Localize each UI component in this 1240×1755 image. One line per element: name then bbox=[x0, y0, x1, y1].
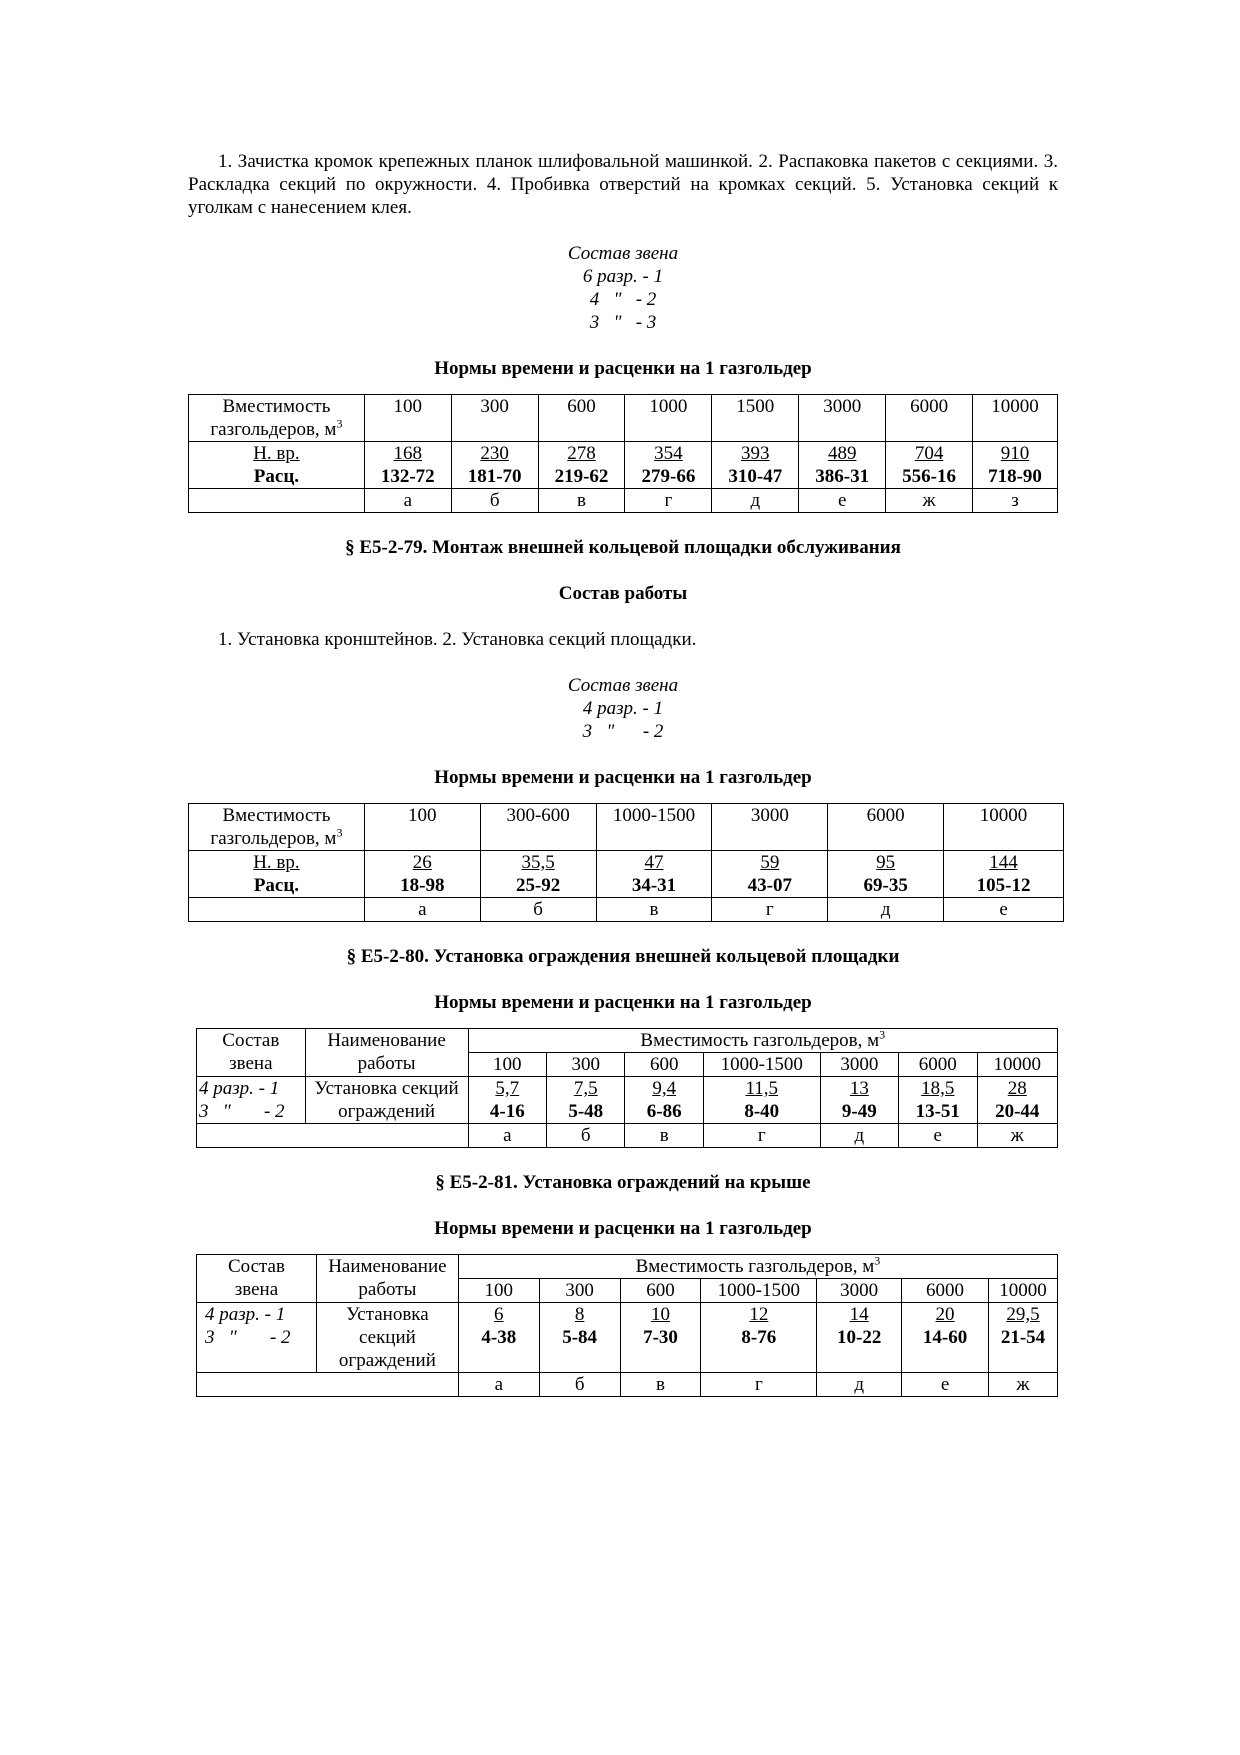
column-letter: в bbox=[620, 1373, 701, 1397]
capacity-cell: 600 bbox=[538, 395, 625, 442]
column-letter: е bbox=[902, 1373, 989, 1397]
capacity-cell: 1000-1500 bbox=[701, 1279, 817, 1303]
column-letter: ж bbox=[886, 489, 973, 513]
value-cell: 7,5 5-48 bbox=[547, 1077, 625, 1124]
value-cell: 144 105-12 bbox=[944, 851, 1064, 898]
value-cell: 26 18-98 bbox=[364, 851, 480, 898]
value-cell: 12 8-76 bbox=[701, 1303, 817, 1373]
empty-cell bbox=[189, 898, 365, 922]
capacity-cell: 3000 bbox=[817, 1279, 902, 1303]
value-cell: 5,7 4-16 bbox=[468, 1077, 546, 1124]
work-header-cell: Наименование работы bbox=[305, 1029, 468, 1077]
section-heading-79: § Е5-2-79. Монтаж внешней кольцевой площадки обслуживания bbox=[345, 537, 901, 558]
norms-table-1 bbox=[188, 394, 1058, 513]
capacity-cell: 1000-1500 bbox=[596, 804, 712, 851]
column-letter: а bbox=[364, 489, 451, 513]
table-title-1: Нормы времени и расценки на 1 газгольдер bbox=[434, 358, 812, 379]
crew-line: 4 разр. - 1 bbox=[582, 698, 664, 719]
table-row bbox=[189, 851, 1064, 898]
norms-table-2 bbox=[188, 803, 1064, 922]
crew-title: Состав звена bbox=[567, 675, 679, 696]
column-letter: г bbox=[625, 489, 712, 513]
column-letter: а bbox=[458, 1373, 539, 1397]
column-letter: а bbox=[468, 1124, 546, 1148]
value-cell: 8 5-84 bbox=[539, 1303, 620, 1373]
column-letter: з bbox=[973, 489, 1058, 513]
crew-line: 3 " - 3 bbox=[589, 312, 657, 333]
work-header-cell: Наименование работы bbox=[316, 1255, 458, 1303]
crew-cell: 4 разр. - 1 3 " - 2 bbox=[197, 1077, 306, 1124]
capacity-cell: 100 bbox=[364, 804, 480, 851]
norms-table-3 bbox=[196, 1028, 1058, 1148]
capacity-cell: 300 bbox=[539, 1279, 620, 1303]
value-cell: 20 14-60 bbox=[902, 1303, 989, 1373]
table-header-row bbox=[189, 804, 1064, 851]
intro-work-text: 1. Зачистка кромок крепежных планок шлифовальной машинкой. 2. Распаковка пакетов с секциями. 3. Раскладка секций по окружности. 4. Пробивка отверстий на кромках секций. 5. Установка секций к уголкам с нанесением клея. bbox=[188, 151, 1058, 218]
column-letter: б bbox=[480, 898, 596, 922]
column-letter: ж bbox=[988, 1373, 1057, 1397]
capacity-cell: 300-600 bbox=[480, 804, 596, 851]
crew-header-cell: Состав звена bbox=[197, 1029, 306, 1077]
capacity-cell: 6000 bbox=[828, 804, 944, 851]
capacity-header-cell: Вместимость газгольдеров, $м^3$ bbox=[468, 1029, 1057, 1053]
crew-composition-1 bbox=[188, 242, 1058, 334]
value-cell: 29,5 21-54 bbox=[988, 1303, 1057, 1373]
crew-cell: 4 разр. - 1 3 " - 2 bbox=[197, 1303, 317, 1373]
capacity-cell: 100 bbox=[458, 1279, 539, 1303]
crew-header-cell: Состав звена bbox=[197, 1255, 317, 1303]
column-letter: г bbox=[701, 1373, 817, 1397]
value-cell: 910 718-90 bbox=[973, 442, 1058, 489]
capacity-cell: 600 bbox=[620, 1279, 701, 1303]
table-row bbox=[189, 442, 1058, 489]
column-letter: д bbox=[820, 1124, 898, 1148]
value-cell: 393 310-47 bbox=[712, 442, 799, 489]
capacity-cell: 3000 bbox=[820, 1053, 898, 1077]
column-letter: в bbox=[596, 898, 712, 922]
row-label-cell: Н. вр. Расц. bbox=[189, 851, 365, 898]
capacity-cell: 3000 bbox=[712, 804, 828, 851]
letters-row bbox=[189, 489, 1058, 513]
document-page bbox=[188, 150, 1058, 1397]
work-name-cell: Установка секций ограждений bbox=[305, 1077, 468, 1124]
capacity-cell: 10000 bbox=[944, 804, 1064, 851]
column-letter: д bbox=[712, 489, 799, 513]
capacity-cell: 100 bbox=[364, 395, 451, 442]
value-cell: 28 20-44 bbox=[977, 1077, 1058, 1124]
crew-line: 6 разр. - 1 bbox=[582, 266, 664, 287]
value-cell: 47 34-31 bbox=[596, 851, 712, 898]
value-cell: 489 386-31 bbox=[799, 442, 886, 489]
column-letter: е bbox=[899, 1124, 977, 1148]
capacity-cell: 1000 bbox=[625, 395, 712, 442]
value-cell: 11,5 8-40 bbox=[703, 1077, 820, 1124]
value-cell: 704 556-16 bbox=[886, 442, 973, 489]
work-composition-text: 1. Установка кронштейнов. 2. Установка секций площадки. bbox=[218, 629, 697, 650]
table-title-2: Нормы времени и расценки на 1 газгольдер bbox=[434, 767, 812, 788]
table-row bbox=[197, 1303, 1058, 1373]
crew-line: 3 " - 2 bbox=[582, 721, 664, 742]
value-cell: 59 43-07 bbox=[712, 851, 828, 898]
crew-title: Состав звена bbox=[567, 243, 679, 264]
value-cell: 10 7-30 bbox=[620, 1303, 701, 1373]
capacity-cell: 6000 bbox=[899, 1053, 977, 1077]
capacity-cell: 1500 bbox=[712, 395, 799, 442]
column-letter: а bbox=[364, 898, 480, 922]
norms-table-4 bbox=[196, 1254, 1058, 1397]
capacity-cell: 6000 bbox=[886, 395, 973, 442]
capacity-cell: 6000 bbox=[902, 1279, 989, 1303]
column-letter: д bbox=[817, 1373, 902, 1397]
capacity-cell: 3000 bbox=[799, 395, 886, 442]
capacity-cell: 1000-1500 bbox=[703, 1053, 820, 1077]
capacity-header-cell: Вместимость газгольдеров, $м^3$ bbox=[458, 1255, 1057, 1279]
letters-row bbox=[197, 1373, 1058, 1397]
crew-composition-2 bbox=[188, 674, 1058, 743]
value-cell: 35,5 25-92 bbox=[480, 851, 596, 898]
capacity-label-cell: Вместимость газгольдеров, $м^3$ bbox=[189, 395, 365, 442]
value-cell: 354 279-66 bbox=[625, 442, 712, 489]
crew-line: 4 " - 2 bbox=[589, 289, 657, 310]
empty-cell bbox=[189, 489, 365, 513]
table-title-4: Нормы времени и расценки на 1 газгольдер bbox=[434, 1218, 812, 1239]
value-cell: 95 69-35 bbox=[828, 851, 944, 898]
column-letter: б bbox=[451, 489, 538, 513]
capacity-cell: 600 bbox=[625, 1053, 703, 1077]
section-heading-80: § Е5-2-80. Установка ограждения внешней кольцевой площадки bbox=[346, 946, 900, 967]
column-letter: г bbox=[703, 1124, 820, 1148]
row-label-cell: Н. вр. Расц. bbox=[189, 442, 365, 489]
column-letter: б bbox=[539, 1373, 620, 1397]
value-cell: 6 4-38 bbox=[458, 1303, 539, 1373]
empty-cell bbox=[197, 1124, 469, 1148]
table-header-row bbox=[197, 1029, 1058, 1053]
column-letter: в bbox=[625, 1124, 703, 1148]
capacity-cell: 10000 bbox=[988, 1279, 1057, 1303]
work-name-cell: Установка секций ограждений bbox=[316, 1303, 458, 1373]
capacity-cell: 10000 bbox=[973, 395, 1058, 442]
table-header-row bbox=[189, 395, 1058, 442]
value-cell: 14 10-22 bbox=[817, 1303, 902, 1373]
column-letter: ж bbox=[977, 1124, 1058, 1148]
column-letter: е bbox=[944, 898, 1064, 922]
table-title-3: Нормы времени и расценки на 1 газгольдер bbox=[434, 992, 812, 1013]
column-letter: е bbox=[799, 489, 886, 513]
value-cell: 230 181-70 bbox=[451, 442, 538, 489]
capacity-cell: 300 bbox=[547, 1053, 625, 1077]
section-heading-81: § Е5-2-81. Установка ограждений на крыше bbox=[435, 1172, 811, 1193]
work-composition-heading: Состав работы bbox=[558, 583, 688, 604]
value-cell: 9,4 6-86 bbox=[625, 1077, 703, 1124]
value-cell: 18,5 13-51 bbox=[899, 1077, 977, 1124]
column-letter: в bbox=[538, 489, 625, 513]
letters-row bbox=[189, 898, 1064, 922]
capacity-cell: 100 bbox=[468, 1053, 546, 1077]
column-letter: б bbox=[547, 1124, 625, 1148]
value-cell: 278 219-62 bbox=[538, 442, 625, 489]
column-letter: г bbox=[712, 898, 828, 922]
empty-cell bbox=[197, 1373, 459, 1397]
capacity-cell: 10000 bbox=[977, 1053, 1058, 1077]
table-header-row bbox=[197, 1255, 1058, 1279]
capacity-label-cell: Вместимость газгольдеров, $м^3$ bbox=[189, 804, 365, 851]
capacity-cell: 300 bbox=[451, 395, 538, 442]
column-letter: д bbox=[828, 898, 944, 922]
letters-row bbox=[197, 1124, 1058, 1148]
value-cell: 168 132-72 bbox=[364, 442, 451, 489]
value-cell: 13 9-49 bbox=[820, 1077, 898, 1124]
table-row bbox=[197, 1077, 1058, 1124]
